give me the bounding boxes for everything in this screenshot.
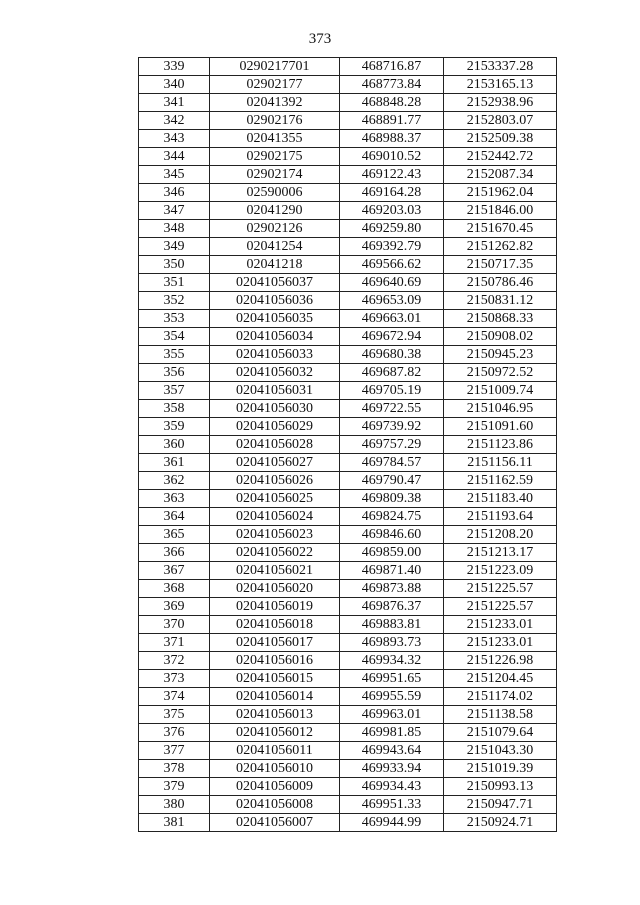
- point-id-cell: 02041056013: [210, 706, 340, 724]
- x-coordinate-cell: 469955.59: [340, 688, 444, 706]
- row-number-cell: 372: [139, 652, 210, 670]
- table-row: [139, 562, 557, 580]
- y-coordinate-cell: 2152087.34: [444, 166, 557, 184]
- table-row: [139, 652, 557, 670]
- x-coordinate-cell: 469757.29: [340, 436, 444, 454]
- row-number-cell: 341: [139, 94, 210, 112]
- x-coordinate-cell: 469722.55: [340, 400, 444, 418]
- point-id-cell: 02041056033: [210, 346, 340, 364]
- point-id-cell: 02041056023: [210, 526, 340, 544]
- table-row: [139, 148, 557, 166]
- x-coordinate-cell: 468848.28: [340, 94, 444, 112]
- row-number-cell: 340: [139, 76, 210, 94]
- point-id-cell: 02041056027: [210, 454, 340, 472]
- point-id-cell: 02041056019: [210, 598, 340, 616]
- y-coordinate-cell: 2151225.57: [444, 598, 557, 616]
- y-coordinate-cell: 2152442.72: [444, 148, 557, 166]
- y-coordinate-cell: 2150908.02: [444, 328, 557, 346]
- row-number-cell: 379: [139, 778, 210, 796]
- row-number-cell: 360: [139, 436, 210, 454]
- coordinates-table: [138, 57, 557, 832]
- x-coordinate-cell: 469640.69: [340, 274, 444, 292]
- x-coordinate-cell: 469663.01: [340, 310, 444, 328]
- row-number-cell: 362: [139, 472, 210, 490]
- row-number-cell: 359: [139, 418, 210, 436]
- row-number-cell: 376: [139, 724, 210, 742]
- y-coordinate-cell: 2151233.01: [444, 616, 557, 634]
- point-id-cell: 02041056014: [210, 688, 340, 706]
- point-id-cell: 02041056035: [210, 310, 340, 328]
- point-id-cell: 02041056016: [210, 652, 340, 670]
- row-number-cell: 339: [139, 58, 210, 76]
- table-row: [139, 274, 557, 292]
- table-row: [139, 220, 557, 238]
- point-id-cell: 02041392: [210, 94, 340, 112]
- point-id-cell: 02041355: [210, 130, 340, 148]
- row-number-cell: 365: [139, 526, 210, 544]
- table-row: [139, 688, 557, 706]
- table-row: [139, 472, 557, 490]
- y-coordinate-cell: 2151193.64: [444, 508, 557, 526]
- point-id-cell: 02041056034: [210, 328, 340, 346]
- x-coordinate-cell: 469951.33: [340, 796, 444, 814]
- y-coordinate-cell: 2151123.86: [444, 436, 557, 454]
- y-coordinate-cell: 2150993.13: [444, 778, 557, 796]
- y-coordinate-cell: 2150947.71: [444, 796, 557, 814]
- row-number-cell: 358: [139, 400, 210, 418]
- row-number-cell: 343: [139, 130, 210, 148]
- point-id-cell: 02041056036: [210, 292, 340, 310]
- x-coordinate-cell: 469680.38: [340, 346, 444, 364]
- point-id-cell: 02041056030: [210, 400, 340, 418]
- point-id-cell: 02041056008: [210, 796, 340, 814]
- row-number-cell: 349: [139, 238, 210, 256]
- y-coordinate-cell: 2152938.96: [444, 94, 557, 112]
- row-number-cell: 369: [139, 598, 210, 616]
- row-number-cell: 374: [139, 688, 210, 706]
- table-row: [139, 400, 557, 418]
- table-row: [139, 544, 557, 562]
- table-row: [139, 58, 557, 76]
- row-number-cell: 351: [139, 274, 210, 292]
- point-id-cell: 02902174: [210, 166, 340, 184]
- table-row: [139, 112, 557, 130]
- table-row: [139, 526, 557, 544]
- table-row: [139, 328, 557, 346]
- x-coordinate-cell: 469164.28: [340, 184, 444, 202]
- point-id-cell: 02902177: [210, 76, 340, 94]
- table-row: [139, 580, 557, 598]
- x-coordinate-cell: 469672.94: [340, 328, 444, 346]
- row-number-cell: 352: [139, 292, 210, 310]
- table-row: [139, 454, 557, 472]
- y-coordinate-cell: 2151079.64: [444, 724, 557, 742]
- y-coordinate-cell: 2153165.13: [444, 76, 557, 94]
- x-coordinate-cell: 469944.99: [340, 814, 444, 832]
- y-coordinate-cell: 2151043.30: [444, 742, 557, 760]
- table-row: [139, 598, 557, 616]
- y-coordinate-cell: 2151213.17: [444, 544, 557, 562]
- row-number-cell: 356: [139, 364, 210, 382]
- table-row: [139, 238, 557, 256]
- table-row: [139, 778, 557, 796]
- table-row: [139, 184, 557, 202]
- x-coordinate-cell: 469653.09: [340, 292, 444, 310]
- row-number-cell: 344: [139, 148, 210, 166]
- y-coordinate-cell: 2152803.07: [444, 112, 557, 130]
- x-coordinate-cell: 469963.01: [340, 706, 444, 724]
- row-number-cell: 355: [139, 346, 210, 364]
- table-row: [139, 436, 557, 454]
- y-coordinate-cell: 2151670.45: [444, 220, 557, 238]
- table-row: [139, 616, 557, 634]
- point-id-cell: 02041056010: [210, 760, 340, 778]
- y-coordinate-cell: 2151091.60: [444, 418, 557, 436]
- row-number-cell: 373: [139, 670, 210, 688]
- table-row: [139, 418, 557, 436]
- x-coordinate-cell: 469859.00: [340, 544, 444, 562]
- y-coordinate-cell: 2151204.45: [444, 670, 557, 688]
- point-id-cell: 02041056026: [210, 472, 340, 490]
- row-number-cell: 348: [139, 220, 210, 238]
- y-coordinate-cell: 2151183.40: [444, 490, 557, 508]
- x-coordinate-cell: 469122.43: [340, 166, 444, 184]
- x-coordinate-cell: 469392.79: [340, 238, 444, 256]
- y-coordinate-cell: 2153337.28: [444, 58, 557, 76]
- point-id-cell: 02041254: [210, 238, 340, 256]
- y-coordinate-cell: 2151174.02: [444, 688, 557, 706]
- row-number-cell: 378: [139, 760, 210, 778]
- table-row: [139, 310, 557, 328]
- point-id-cell: 02902175: [210, 148, 340, 166]
- point-id-cell: 02041056017: [210, 634, 340, 652]
- table-row: [139, 346, 557, 364]
- point-id-cell: 02590006: [210, 184, 340, 202]
- x-coordinate-cell: 469943.64: [340, 742, 444, 760]
- row-number-cell: 353: [139, 310, 210, 328]
- point-id-cell: 02041056015: [210, 670, 340, 688]
- x-coordinate-cell: 469876.37: [340, 598, 444, 616]
- x-coordinate-cell: 469809.38: [340, 490, 444, 508]
- table-row: [139, 94, 557, 112]
- row-number-cell: 361: [139, 454, 210, 472]
- point-id-cell: 02041218: [210, 256, 340, 274]
- x-coordinate-cell: 469893.73: [340, 634, 444, 652]
- row-number-cell: 377: [139, 742, 210, 760]
- x-coordinate-cell: 468716.87: [340, 58, 444, 76]
- y-coordinate-cell: 2150972.52: [444, 364, 557, 382]
- x-coordinate-cell: 469981.85: [340, 724, 444, 742]
- x-coordinate-cell: 469934.32: [340, 652, 444, 670]
- table-row: [139, 364, 557, 382]
- point-id-cell: 02041056011: [210, 742, 340, 760]
- table-row: [139, 166, 557, 184]
- point-id-cell: 02041290: [210, 202, 340, 220]
- y-coordinate-cell: 2151225.57: [444, 580, 557, 598]
- y-coordinate-cell: 2151226.98: [444, 652, 557, 670]
- x-coordinate-cell: 469934.43: [340, 778, 444, 796]
- table-row: [139, 814, 557, 832]
- row-number-cell: 371: [139, 634, 210, 652]
- table-row: [139, 634, 557, 652]
- y-coordinate-cell: 2151262.82: [444, 238, 557, 256]
- y-coordinate-cell: 2152509.38: [444, 130, 557, 148]
- point-id-cell: 02041056037: [210, 274, 340, 292]
- row-number-cell: 350: [139, 256, 210, 274]
- row-number-cell: 347: [139, 202, 210, 220]
- table-row: [139, 202, 557, 220]
- point-id-cell: 02041056029: [210, 418, 340, 436]
- y-coordinate-cell: 2150786.46: [444, 274, 557, 292]
- row-number-cell: 363: [139, 490, 210, 508]
- x-coordinate-cell: 469824.75: [340, 508, 444, 526]
- x-coordinate-cell: 469687.82: [340, 364, 444, 382]
- row-number-cell: 354: [139, 328, 210, 346]
- y-coordinate-cell: 2151846.00: [444, 202, 557, 220]
- x-coordinate-cell: 469790.47: [340, 472, 444, 490]
- point-id-cell: 02041056020: [210, 580, 340, 598]
- row-number-cell: 370: [139, 616, 210, 634]
- row-number-cell: 342: [139, 112, 210, 130]
- x-coordinate-cell: 469203.03: [340, 202, 444, 220]
- y-coordinate-cell: 2151138.58: [444, 706, 557, 724]
- x-coordinate-cell: 469846.60: [340, 526, 444, 544]
- x-coordinate-cell: 469566.62: [340, 256, 444, 274]
- y-coordinate-cell: 2151233.01: [444, 634, 557, 652]
- x-coordinate-cell: 469871.40: [340, 562, 444, 580]
- point-id-cell: 02041056009: [210, 778, 340, 796]
- y-coordinate-cell: 2150717.35: [444, 256, 557, 274]
- x-coordinate-cell: 469933.94: [340, 760, 444, 778]
- point-id-cell: 02041056024: [210, 508, 340, 526]
- y-coordinate-cell: 2151223.09: [444, 562, 557, 580]
- point-id-cell: 02041056031: [210, 382, 340, 400]
- table-row: [139, 742, 557, 760]
- y-coordinate-cell: 2151156.11: [444, 454, 557, 472]
- row-number-cell: 366: [139, 544, 210, 562]
- table-row: [139, 706, 557, 724]
- x-coordinate-cell: 469739.92: [340, 418, 444, 436]
- x-coordinate-cell: 469883.81: [340, 616, 444, 634]
- table-row: [139, 760, 557, 778]
- row-number-cell: 346: [139, 184, 210, 202]
- point-id-cell: 02041056022: [210, 544, 340, 562]
- x-coordinate-cell: 468773.84: [340, 76, 444, 94]
- point-id-cell: 02902126: [210, 220, 340, 238]
- point-id-cell: 02041056007: [210, 814, 340, 832]
- point-id-cell: 02041056028: [210, 436, 340, 454]
- table-row: [139, 796, 557, 814]
- x-coordinate-cell: 469010.52: [340, 148, 444, 166]
- row-number-cell: 367: [139, 562, 210, 580]
- table-row: [139, 382, 557, 400]
- table-row: [139, 724, 557, 742]
- table-row: [139, 508, 557, 526]
- y-coordinate-cell: 2151046.95: [444, 400, 557, 418]
- table-row: [139, 130, 557, 148]
- row-number-cell: 375: [139, 706, 210, 724]
- point-id-cell: 02041056025: [210, 490, 340, 508]
- table-row: [139, 490, 557, 508]
- row-number-cell: 368: [139, 580, 210, 598]
- row-number-cell: 345: [139, 166, 210, 184]
- x-coordinate-cell: 468891.77: [340, 112, 444, 130]
- table-row: [139, 670, 557, 688]
- y-coordinate-cell: 2150831.12: [444, 292, 557, 310]
- y-coordinate-cell: 2151162.59: [444, 472, 557, 490]
- y-coordinate-cell: 2151208.20: [444, 526, 557, 544]
- y-coordinate-cell: 2151962.04: [444, 184, 557, 202]
- coordinates-table-body: [139, 58, 557, 832]
- x-coordinate-cell: 469951.65: [340, 670, 444, 688]
- point-id-cell: 02902176: [210, 112, 340, 130]
- x-coordinate-cell: 469784.57: [340, 454, 444, 472]
- y-coordinate-cell: 2151019.39: [444, 760, 557, 778]
- y-coordinate-cell: 2151009.74: [444, 382, 557, 400]
- table-row: [139, 292, 557, 310]
- row-number-cell: 364: [139, 508, 210, 526]
- point-id-cell: 02041056012: [210, 724, 340, 742]
- table-row: [139, 256, 557, 274]
- point-id-cell: 02041056018: [210, 616, 340, 634]
- table-row: [139, 76, 557, 94]
- y-coordinate-cell: 2150924.71: [444, 814, 557, 832]
- row-number-cell: 381: [139, 814, 210, 832]
- page-number: 373: [308, 31, 332, 47]
- row-number-cell: 357: [139, 382, 210, 400]
- y-coordinate-cell: 2150945.23: [444, 346, 557, 364]
- x-coordinate-cell: 469705.19: [340, 382, 444, 400]
- x-coordinate-cell: 469259.80: [340, 220, 444, 238]
- y-coordinate-cell: 2150868.33: [444, 310, 557, 328]
- point-id-cell: 02041056032: [210, 364, 340, 382]
- x-coordinate-cell: 468988.37: [340, 130, 444, 148]
- point-id-cell: 02041056021: [210, 562, 340, 580]
- row-number-cell: 380: [139, 796, 210, 814]
- x-coordinate-cell: 469873.88: [340, 580, 444, 598]
- point-id-cell: 0290217701: [210, 58, 340, 76]
